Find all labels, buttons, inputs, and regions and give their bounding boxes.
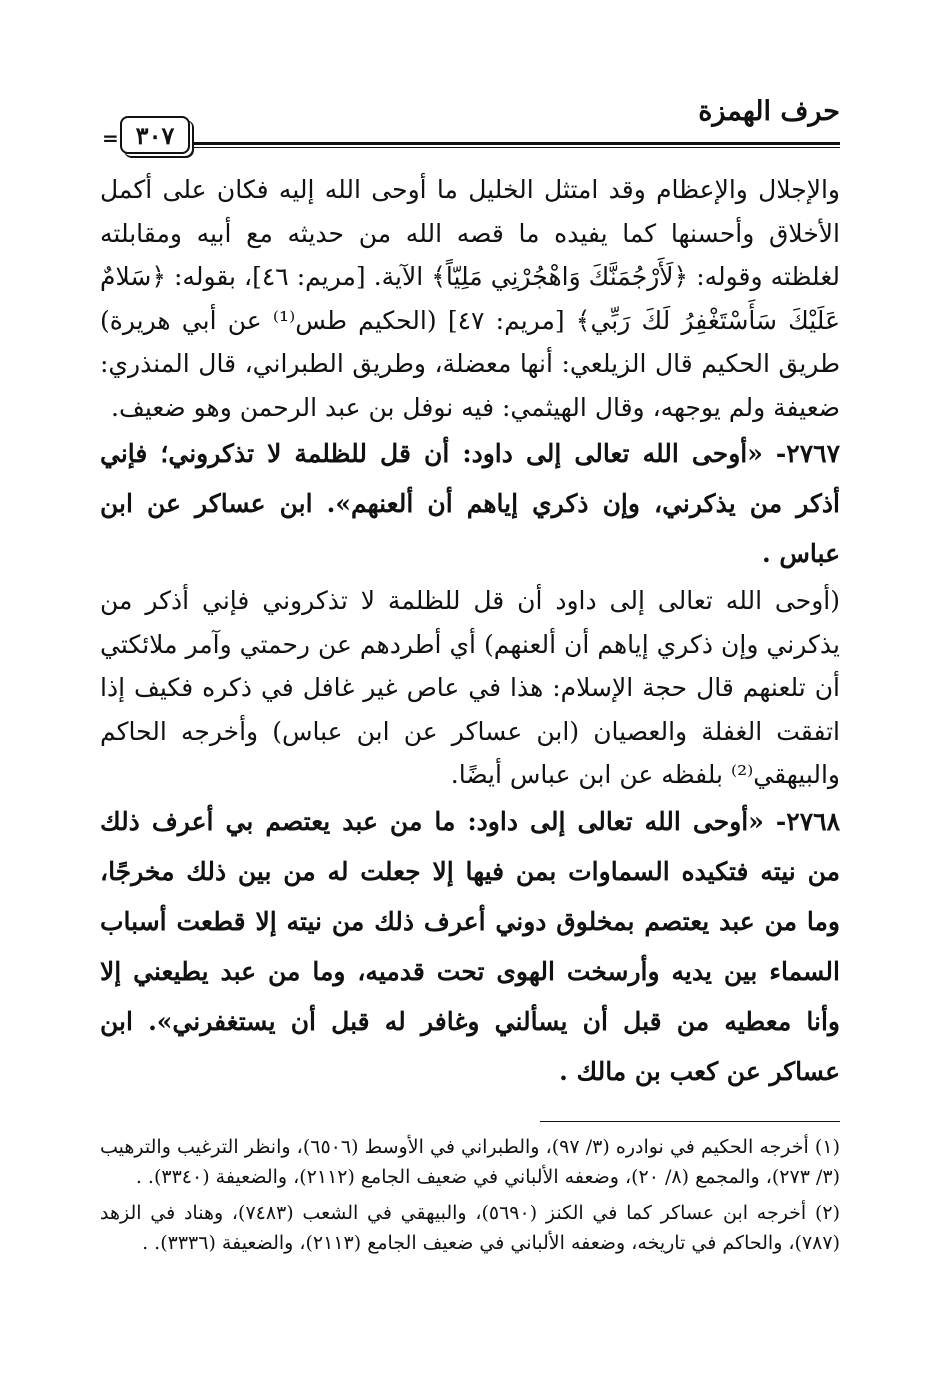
page (100, 92, 840, 1264)
footnotes (100, 1132, 840, 1258)
header-rule (192, 142, 840, 148)
hadith-2767: ٢٧٦٧- «أوحى الله تعالى إلى داود: أن قل للظلمة لا تذكروني؛ فإني أذكر من يذكرني، وإن ذكري إياهم أن ألعنهم». ابن عساكر عن ابن عباس . (100, 439, 840, 568)
commentary-paragraph: والإجلال والإعظام وقد امتثل الخليل ما أوحى الله إليه فكان على أكمل الأخلاق وأحسنها كما يفيده ما قصه الله من حديثه مع أبيه ومقابلته لغلظته وقوله: ﴿لَأَرْجُمَنَّكَ وَاهْجُرْنِي مَلِيّاً﴾ الآية. [مريم: ٤٦]، بقوله: ﴿سَلامٌ عَلَيْكَ سَأَسْتَغْفِرُ لَكَ رَبِّي﴾ [مريم: ٤٧] (الحكيم طس⁽¹⁾ عن أبي هريرة) طريق الحكيم قال الزيلعي: أنها معضلة، وطريق الطبراني، قال المنذري: ضعيفة ولم يوجهه، وقال الهيثمي: فيه نوفل بن عبد الرحمن وهو ضعيف. (100, 175, 841, 422)
page-number-box (120, 116, 190, 154)
page-number-dash: = (102, 126, 119, 150)
hadith-2768: ٢٧٦٨- «أوحى الله تعالى إلى داود: ما من عبد يعتصم بي أعرف ذلك من نيته فتكيده السماوات بمن فيها إلا جعلت له من بين ذلك مخرجًا، وما من عبد يعتصم بمخلوق دوني أعرف ذلك من نيته إلا قطعت أسباب السماء بين يديه وأرسخت الهوى تحت قدميه، وما من عبد يطيعني إلا وأنا معطيه من قبل أن يسألني وغافر له قبل أن يستغفرني». ابن عساكر عن كعب بن مالك . (100, 806, 840, 1086)
footnote-1: (١) أخرجه الحكيم في نوادره (٣/ ٩٧)، والطبراني في الأوسط (٦٥٠٦)، وانظر الترغيب والترهيب (٣/ ٢٧٣)، والمجمع (٨/ ٢٠)، وضعفه الألباني في ضعيف الجامع (٢١١٢)، والضعيفة (٣٣٤٠). . (100, 1135, 840, 1188)
commentary-paragraph-2767: (أوحى الله تعالى إلى داود أن قل للظلمة لا تذكروني فإني أذكر من يذكرني وإن ذكري إياهم أن ألعنهم) أي أطردهم عن رحمتي وآمر ملائكتي أن تلعنهم قال حجة الإسلام: هذا في عاص غير غافل في ذكره فكيف إذا اتفقت الغفلة والعصيان (ابن عساكر عن ابن عباس) وأخرجه الحاكم والبيهقي⁽²⁾ بلفظه عن ابن عباس أيضًا. (100, 586, 840, 789)
footnote-divider (540, 1121, 840, 1122)
main-text (100, 168, 840, 1097)
page-number: ٣٠٧ (135, 120, 175, 150)
chapter-title: حرف الهمزة (698, 96, 840, 127)
running-header (100, 92, 840, 156)
footnote-2: (٢) أخرجه ابن عساكر كما في الكنز (٥٦٩٠)، والبيهقي في الشعب (٧٤٨٣)، وهناد في الزهد (٧٨٧)، والحاكم في تاريخه، وضعفه الألباني في ضعيف الجامع (٢١١٣)، والضعيفة (٣٣٣٦). . (100, 1201, 840, 1254)
